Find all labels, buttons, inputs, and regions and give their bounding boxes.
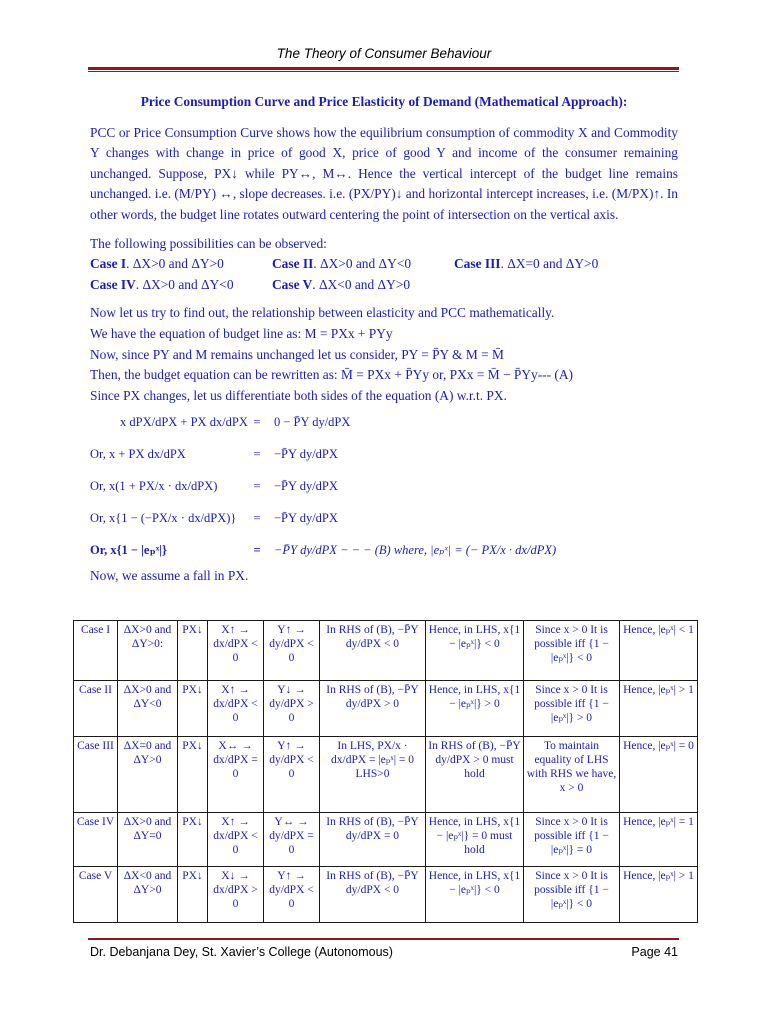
footer-author: Dr. Debanjana Dey, St. Xavier’s College (Autonomous) [90, 945, 393, 959]
case-list-item: Case III. ΔX=0 and ΔY>0 [454, 256, 599, 272]
equation-row: Or, x + PX dx/dPX = −P̄Y dy/dPX [90, 447, 338, 462]
table-cell: Since x > 0 It is possible iff {1 − |eₚˣ|} < 0 [524, 867, 620, 923]
case-list-item: Case V. ΔX<0 and ΔY>0 [272, 276, 411, 292]
table-cell: Case IV [74, 813, 118, 867]
table-cell: PX↓ [178, 681, 208, 737]
table-cell: Hence, |eₚˣ| = 1 [620, 813, 698, 867]
table-cell: Since x > 0 It is possible iff {1 − |eₚˣ|} = 0 [524, 813, 620, 867]
table-cell: In LHS, PX/x · dx/dPX = |eₚˣ| = 0 LHS>0 [320, 737, 426, 813]
table-cell: ΔX>0 and ΔY=0 [118, 813, 178, 867]
table-cell: PX↓ [178, 867, 208, 923]
derivation-line: Now, we assume a fall in PX. [90, 568, 249, 584]
table-cell: Y↑ → dy/dPX < 0 [264, 867, 320, 923]
case-list [90, 254, 678, 295]
case-list-item: Case I. ΔX>0 and ΔY>0 [90, 256, 224, 272]
running-header: The Theory of Consumer Behaviour [276, 46, 492, 61]
header-rule-thin [88, 71, 679, 72]
equation-row: Or, x(1 + PX/x · dx/dPX) = −P̄Y dy/dPX [90, 479, 338, 494]
footer-rule [88, 938, 679, 940]
page-footer [90, 945, 678, 959]
intro-paragraph: PCC or Price Consumption Curve shows how the equilibrium consumption of commodity X and Commodity Y changes with change in price of good X, price of good Y and income of the consumer remaining unchanged. Suppose, PX↓ while PY↔, M↔. Hence the vertical intercept of the budget line remains unchanged. i.e. (M/PY) ↔, slope decreases. i.e. (PX/PY)↓ and horizontal intercept increases, i.e. (M/PX)↑. In other words, the budget line rotates outward centering the point of intersection on the vertical axis. [90, 124, 678, 222]
table-cell: To maintain equality of LHS with RHS we have, x > 0 [524, 737, 620, 813]
equation-block [90, 406, 678, 566]
table-cell: Case II [74, 681, 118, 737]
page-number: Page 41 [631, 945, 678, 959]
table-cell: Y↑ → dy/dPX < 0 [264, 621, 320, 681]
table-cell: X↑ → dx/dPX < 0 [208, 621, 264, 681]
table-cell: Since x > 0 It is possible iff {1 − |eₚˣ|} < 0 [524, 621, 620, 681]
table-cell: Hence, in LHS, x{1 − |eₚˣ|} < 0 [426, 621, 524, 681]
table-cell: In RHS of (B), −P̄Y dy/dPX > 0 [320, 681, 426, 737]
equation-row: x dPX/dPX + PX dx/dPX = 0 − P̄Y dy/dPX [120, 415, 351, 430]
derivation-line: Then, the budget equation can be rewritten as: M̄ = PXx + P̄Yy or, PXx = M̄ − P̄Yy--- (A) [90, 367, 574, 383]
table-row [74, 681, 698, 737]
table-cell: In RHS of (B), −P̄Y dy/dPX < 0 [320, 621, 426, 681]
table-cell: Hence, in LHS, x{1 − |eₚˣ|} > 0 [426, 681, 524, 737]
table-cell: Hence, |eₚˣ| < 1 [620, 621, 698, 681]
table-cell: In RHS of (B), −P̄Y dy/dPX < 0 [320, 867, 426, 923]
table-cell: Case I [74, 621, 118, 681]
table-cell: Hence, in LHS, x{1 − |eₚˣ|} < 0 [426, 867, 524, 923]
header-rule-thick [88, 67, 679, 70]
section-title: Price Consumption Curve and Price Elasticity of Demand (Mathematical Approach): [140, 94, 628, 109]
case-list-item: Case IV. ΔX>0 and ΔY<0 [90, 276, 234, 292]
table-cell: Hence, in LHS, x{1 − |eₚˣ|} = 0 must hold [426, 813, 524, 867]
derivation-line: We have the equation of budget line as: M = PXx + PYy [90, 325, 393, 341]
table-cell: ΔX=0 and ΔY>0 [118, 737, 178, 813]
table-row [74, 621, 698, 681]
table-cell: X↑ → dx/dPX < 0 [208, 681, 264, 737]
derivation-line: Now let us try to find out, the relationship between elasticity and PCC mathematically. [90, 305, 555, 321]
table-cell: Y↓ → dy/dPX > 0 [264, 681, 320, 737]
table-cell: ΔX>0 and ΔY<0 [118, 681, 178, 737]
table-row [74, 737, 698, 813]
table-cell: Y↑ → dy/dPX < 0 [264, 737, 320, 813]
page-body [90, 92, 678, 587]
table-cell: Hence, |eₚˣ| > 1 [620, 867, 698, 923]
table-cell: PX↓ [178, 813, 208, 867]
derivation-line: Now, since PY and M remains unchanged let us consider, PY = P̄Y & M = M̄ [90, 346, 504, 362]
elasticity-cases-table [73, 620, 698, 923]
table-row [74, 813, 698, 867]
case-list-item: Case II. ΔX>0 and ΔY<0 [272, 256, 412, 272]
table-cell: PX↓ [178, 737, 208, 813]
table-row [74, 867, 698, 923]
table-cell: X↓ → dx/dPX > 0 [208, 867, 264, 923]
equation-row: Or, x{1 − |eₚˣ|} = −P̄Y dy/dPX − − − (B) where, |eₚˣ| = (− PX/x · dx/dPX) [90, 543, 557, 558]
table-cell: In RHS of (B), −P̄Y dy/dPX > 0 must hold [426, 737, 524, 813]
table-cell: Hence, |eₚˣ| > 1 [620, 681, 698, 737]
table-cell: Since x > 0 It is possible iff {1 − |eₚˣ|} > 0 [524, 681, 620, 737]
table-cell: ΔX<0 and ΔY>0 [118, 867, 178, 923]
table-cell: In RHS of (B), −P̄Y dy/dPX = 0 [320, 813, 426, 867]
equation-row: Or, x{1 − (−PX/x · dx/dPX)} = −P̄Y dy/dPX [90, 511, 338, 526]
possibilities-intro: The following possibilities can be observed: [90, 235, 327, 251]
table-cell: PX↓ [178, 621, 208, 681]
table-cell: Case III [74, 737, 118, 813]
derivation-line: Since PX changes, let us differentiate both sides of the equation (A) w.r.t. PX. [90, 387, 507, 403]
table-cell: Hence, |eₚˣ| = 0 [620, 737, 698, 813]
table-cell: X↑ → dx/dPX < 0 [208, 813, 264, 867]
table-cell: Y↔ → dy/dPX = 0 [264, 813, 320, 867]
table-cell: ΔX>0 and ΔY>0: [118, 621, 178, 681]
table-cell: X↔ → dx/dPX = 0 [208, 737, 264, 813]
table-cell: Case V [74, 867, 118, 923]
